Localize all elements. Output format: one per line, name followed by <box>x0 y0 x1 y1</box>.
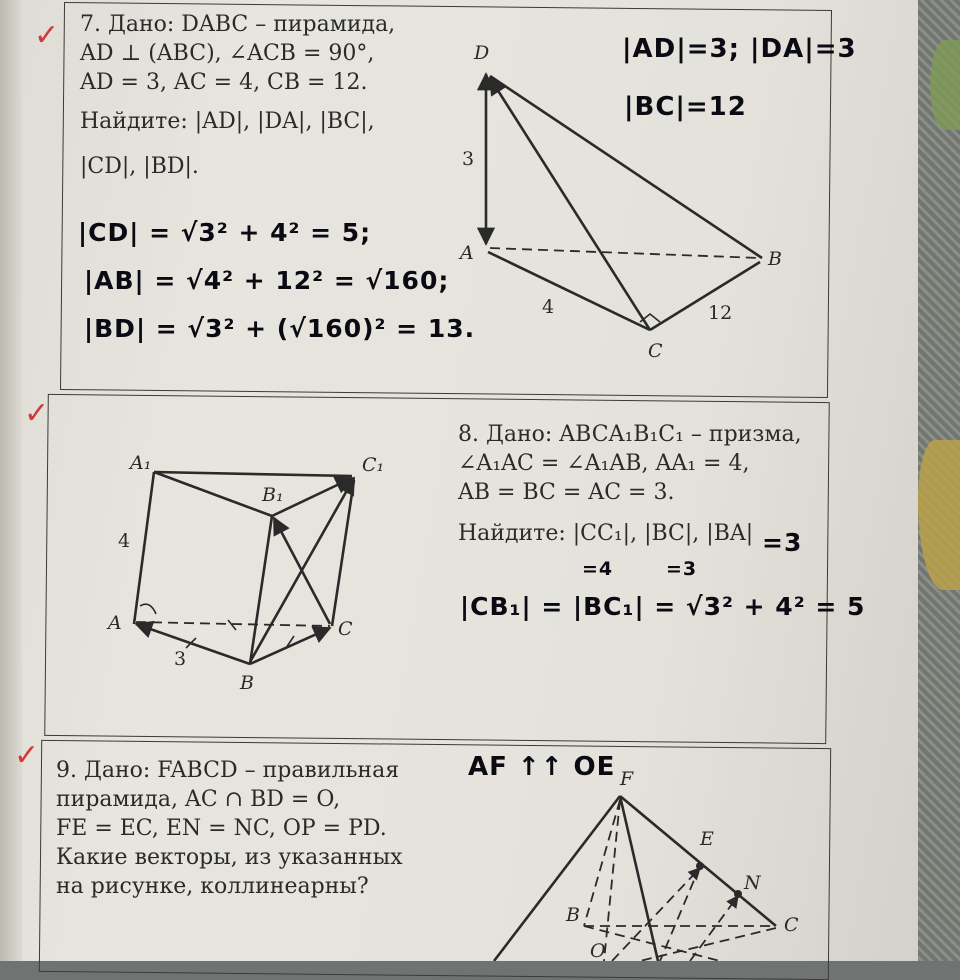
label-a-prism: A <box>108 612 122 634</box>
handwriting-bc-value: =3 <box>666 558 698 580</box>
label-b1: B₁ <box>262 484 284 506</box>
length-cb: 12 <box>708 302 733 324</box>
problem-7-line: AD = 3, AC = 4, CB = 12. <box>80 70 368 95</box>
margin-check-mark-2: ✓ <box>24 396 50 431</box>
label-c-pyramid: C <box>784 914 799 936</box>
handwriting-cd: |CD| = √3² + 4² = 5; <box>78 218 372 247</box>
problem-7-line: AD ⊥ (ABC), ∠ACB = 90°, <box>80 41 375 66</box>
background-leaf-top <box>930 40 960 130</box>
handwriting-collinear-answer: AF ↑↑ OE <box>468 752 616 782</box>
problem-9-line: Какие векторы, из указанных <box>56 845 403 870</box>
margin-check-mark-1: ✓ <box>34 18 60 53</box>
handwriting-cc1: =4 <box>582 558 614 580</box>
length-ab: 3 <box>174 648 187 670</box>
label-c-prism: C <box>338 618 353 640</box>
length-ad: 3 <box>462 148 475 170</box>
label-b-pyramid: B <box>566 904 580 926</box>
problem-7-line: |CD|, |BD|. <box>80 154 199 179</box>
label-c1: C₁ <box>362 454 385 476</box>
problem-8-line: Найдите: |CC₁|, |BC|, |BA| <box>458 521 754 546</box>
handwriting-bd: |BD| = √3² + (√160)² = 13. <box>84 314 476 343</box>
length-ac: 4 <box>542 296 555 318</box>
problem-8-line: 8. Дано: ABCA₁B₁C₁ – призма, <box>458 422 802 447</box>
handwriting-ba: =3 <box>762 528 803 557</box>
label-o: O <box>590 940 606 962</box>
handwriting-ab: |AB| = √4² + 12² = √160; <box>84 266 450 295</box>
problem-7-line: 7. Дано: DABC – пирамида, <box>80 12 396 37</box>
label-c: C <box>648 340 663 362</box>
label-b-prism: B <box>240 672 254 694</box>
problem-8-line: ∠A₁AC = ∠A₁AB, AA₁ = 4, <box>458 451 750 476</box>
problem-7-line: Найдите: |AD|, |DA|, |BC|, <box>80 109 375 134</box>
problem-9-line: на рисунке, коллинеарны? <box>56 874 369 899</box>
problem-9-line: пирамида, AC ∩ BD = O, <box>56 787 341 812</box>
label-d: D <box>474 42 490 64</box>
handwriting-ad-da: |AD|=3; |DA|=3 <box>622 34 857 64</box>
label-a: A <box>460 242 474 264</box>
label-a1: A₁ <box>130 452 152 474</box>
length-aa1: 4 <box>118 530 131 552</box>
point-n <box>734 890 742 898</box>
label-b: B <box>768 248 782 270</box>
problem-9-line: 9. Дано: FABCD – правильная <box>56 758 400 783</box>
margin-check-mark-3: ✓ <box>14 738 40 773</box>
label-e: E <box>700 828 714 850</box>
handwriting-bc: |BC|=12 <box>624 92 747 122</box>
label-f: F <box>620 768 634 790</box>
label-n: N <box>744 872 761 894</box>
problem-9-line: FE = EC, EN = NC, OP = PD. <box>56 816 387 841</box>
problem-8-line: AB = BC = AC = 3. <box>458 480 675 505</box>
point-e <box>696 862 704 870</box>
handwriting-cb1-bc1: |CB₁| = |BC₁| = √3² + 4² = 5 <box>460 592 866 621</box>
